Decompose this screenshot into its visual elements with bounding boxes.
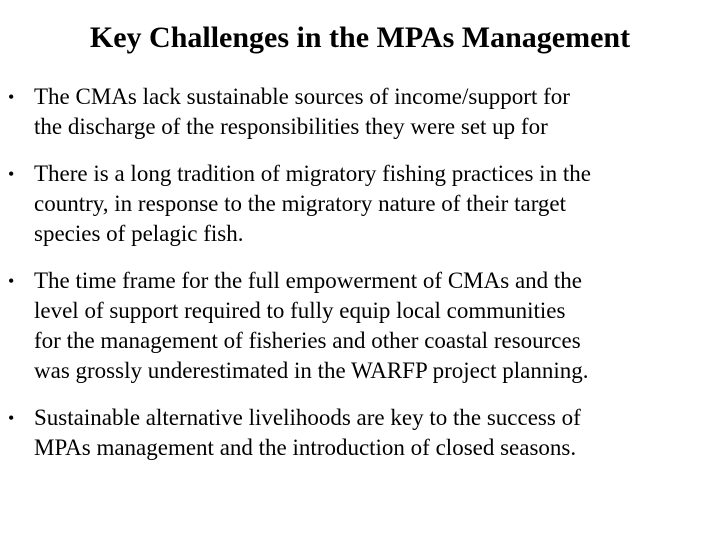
bullet-line: The time frame for the full empowerment of CMAs and the — [34, 268, 583, 293]
bullet-item — [8, 266, 712, 386]
bullet-line: for the management of fisheries and other coastal resources — [34, 328, 581, 353]
bullet-line: country, in response to the migratory nature of their target — [34, 191, 567, 216]
bullet-line: the discharge of the responsibilities they were set up for — [34, 114, 548, 139]
bullet-item — [8, 82, 712, 142]
bullet-dot-icon: • — [8, 408, 15, 428]
bullet-dot-icon: • — [8, 271, 15, 291]
bullet-text — [34, 266, 712, 386]
bullet-item — [8, 159, 712, 249]
bullet-line: The CMAs lack sustainable sources of income/support for — [34, 84, 570, 109]
slide-title: Key Challenges in the MPAs Management — [89, 21, 631, 54]
bullet-line: was grossly underestimated in the WARFP project planning. — [34, 358, 589, 383]
bullet-line: MPAs management and the introduction of closed seasons. — [34, 435, 577, 460]
bullet-line: species of pelagic fish. — [34, 221, 244, 246]
bullet-line: level of support required to fully equip local communities — [34, 298, 566, 323]
bullet-line: Sustainable alternative livelihoods are key to the success of — [34, 405, 581, 430]
bullet-text — [34, 403, 712, 463]
bullet-dot-icon: • — [8, 87, 15, 107]
bullet-dot-icon: • — [8, 164, 15, 184]
bullet-text — [34, 82, 712, 142]
bullet-list — [8, 82, 712, 480]
bullet-item — [8, 403, 712, 463]
bullet-text — [34, 159, 712, 249]
bullet-line: There is a long tradition of migratory fishing practices in the — [34, 161, 591, 186]
